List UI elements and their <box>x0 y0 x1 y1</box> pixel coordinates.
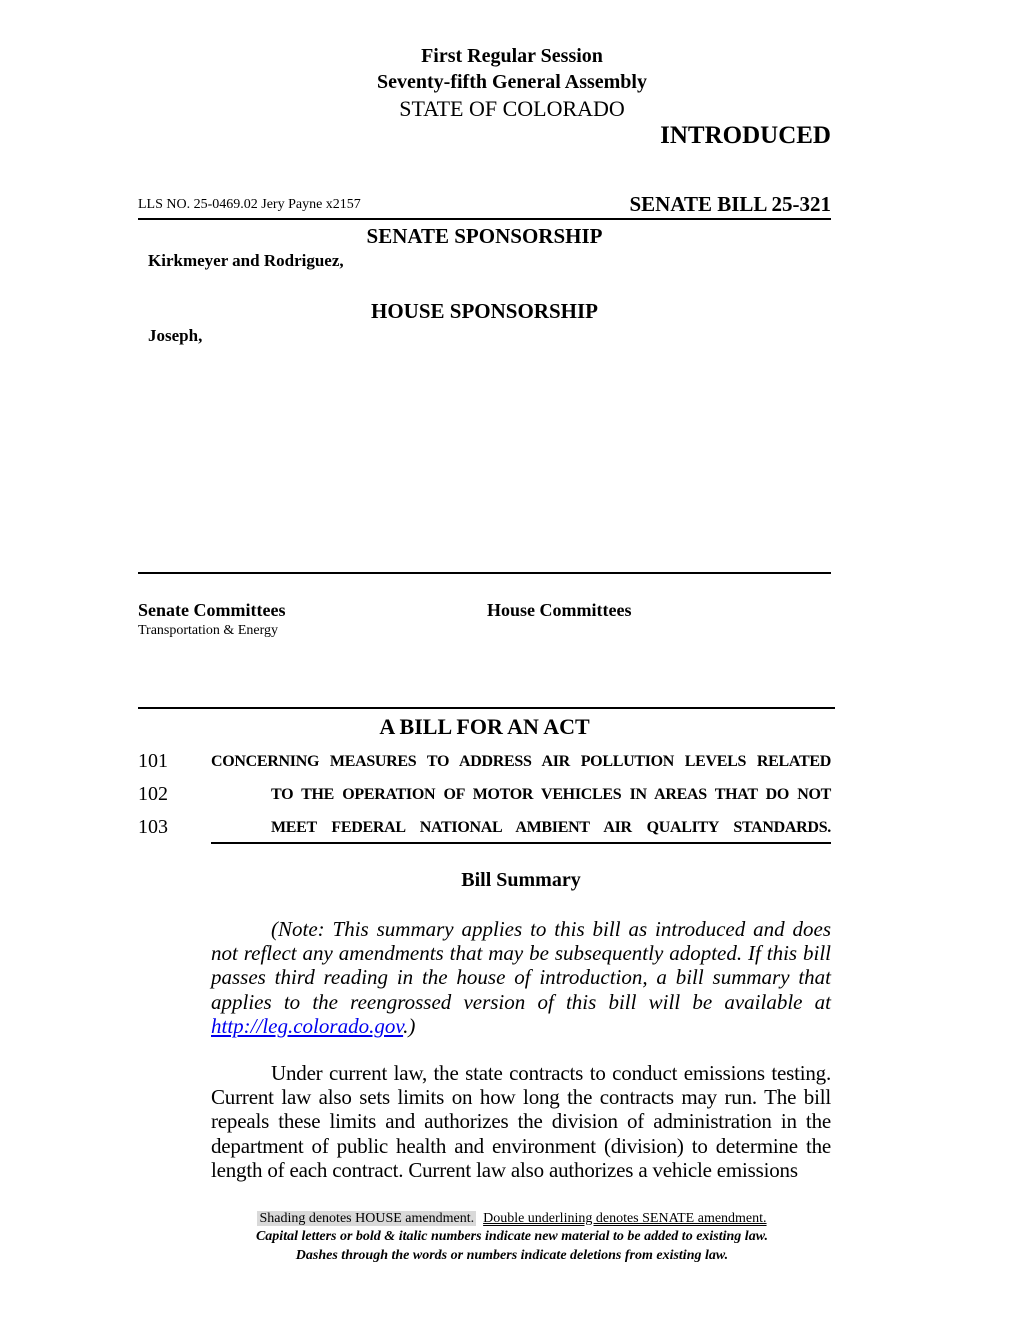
assembly-title: Seventy-fifth General Assembly <box>377 71 647 93</box>
title-divider <box>211 842 831 844</box>
summary-body: Under current law, the state contracts to conduct emissions testing. Current law also sets limits on how long the contracts may run. The bill repeals these limits and authorizes the division of administration in the department of public health and environment (division) to determine the length of each contract. Current law also authorizes a vehicle emissions <box>211 1061 831 1182</box>
line-number: 101 <box>138 750 168 772</box>
senate-sponsors: Kirkmeyer and Rodriguez, <box>148 251 344 270</box>
house-sponsorship-heading: HOUSE SPONSORSHIP <box>371 299 598 323</box>
bill-title-line: TO THE OPERATION OF MOTOR VEHICLES IN AREAS THAT DO NOT <box>271 786 831 803</box>
bill-number: SENATE BILL 25-321 <box>629 192 831 216</box>
committees-divider <box>138 707 835 709</box>
house-sponsors: Joseph, <box>148 326 203 345</box>
lls-number: LLS NO. 25-0469.02 Jery Payne x2157 <box>138 197 361 212</box>
state-title: STATE OF COLORADO <box>399 96 625 121</box>
line-number: 103 <box>138 816 168 838</box>
bill-title-line: MEET FEDERAL NATIONAL AMBIENT AIR QUALITY STANDARDS. <box>271 819 831 836</box>
session-title: First Regular Session <box>421 45 603 67</box>
senate-amendment-note: Double underlining denotes SENATE amendment. <box>483 1211 767 1226</box>
summary-note-text: (Note: This summary applies to this bill as introduced and does not reflect any amendments that may be subsequently adopted. If this bill passes third reading in the house of introduction, a bill summary that applies to the reengrossed version of this bill will be available at <box>211 917 831 1014</box>
sponsorship-divider <box>138 572 831 574</box>
summary-note <box>211 917 831 1038</box>
amendment-key <box>0 1211 1024 1227</box>
house-amendment-note: Shading denotes HOUSE amendment. <box>259 1211 475 1226</box>
bill-act-heading: A BILL FOR AN ACT <box>379 714 590 739</box>
header-divider <box>138 218 831 220</box>
dashes-note: Dashes through the words or numbers indicate deletions from existing law. <box>295 1248 729 1263</box>
summary-heading: Bill Summary <box>461 869 581 891</box>
senate-committees-list: Transportation & Energy <box>138 623 278 638</box>
bill-title-line: CONCERNING MEASURES TO ADDRESS AIR POLLUTION LEVELS RELATED <box>211 753 831 770</box>
senate-committees-heading: Senate Committees <box>138 600 286 620</box>
summary-note-end: .) <box>403 1013 416 1038</box>
capital-letters-note: Capital letters or bold & italic numbers indicate new material to be added to existing law. <box>255 1229 769 1244</box>
senate-sponsorship-heading: SENATE SPONSORSHIP <box>366 224 603 248</box>
leg-colorado-link[interactable]: http://leg.colorado.gov <box>211 1013 404 1038</box>
house-committees-heading: House Committees <box>487 600 632 620</box>
line-number: 102 <box>138 783 168 805</box>
bill-status: INTRODUCED <box>660 122 831 149</box>
